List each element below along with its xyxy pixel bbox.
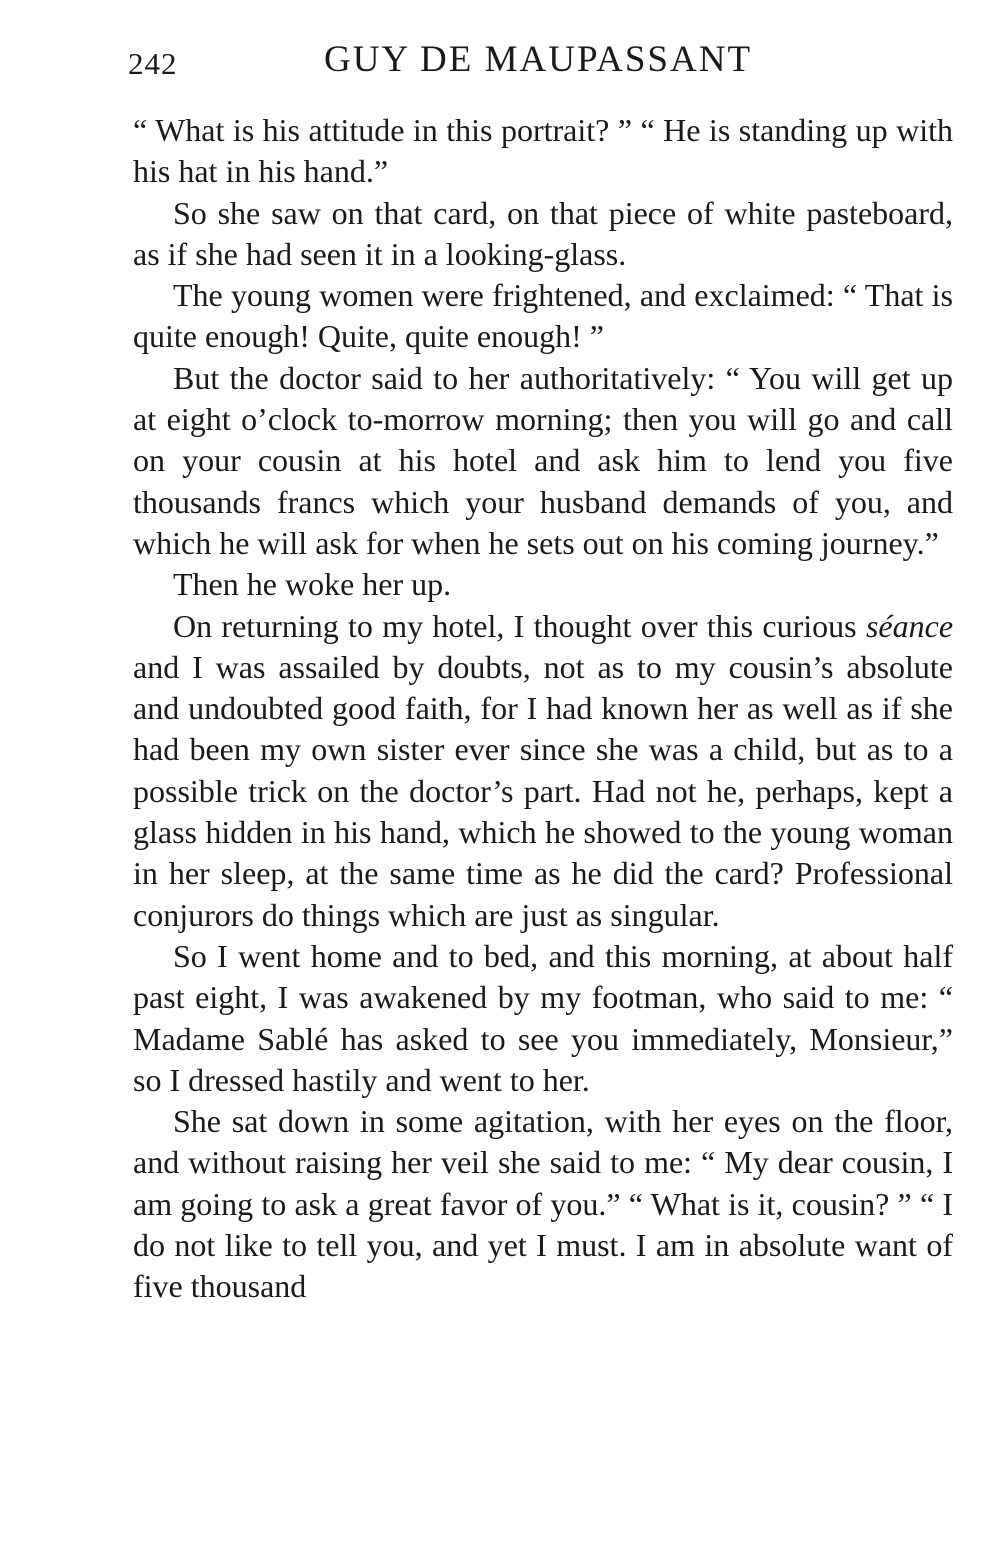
italic-seance: séance <box>865 607 954 644</box>
paragraph-2: So she saw on that card, on that piece of white pasteboard, as if she had seen it in a looking-glass. <box>133 194 953 272</box>
paragraph-8: She sat down in some agitation, with her eyes on the floor, and without raising her veil she said to me: “ My dear cousin, I am going to ask a great favor of you.” “ What is it, cousin? ” “ I do not like to tell you, and yet I must. I am in absolute want of five thousand <box>133 1103 953 1305</box>
running-title: GUY DE MAUPASSANT <box>324 39 753 80</box>
paragraph-1: “ What is his attitude in this portrait? ” “ He is standing up with his hat in his hand.” <box>133 112 953 190</box>
paragraph-6 <box>133 606 953 936</box>
paragraph-6-start: On returning to my hotel, I thought over this curious <box>173 607 857 644</box>
paragraph-7: So I went home and to bed, and this morning, at about half past eight, I was awakened by my footman, who said to me: “ Madame Sablé has asked to see you immediately, Monsieur,” so I dressed hastily and went to her. <box>133 937 953 1098</box>
paragraph-4: But the doctor said to her authoritatively: “ You will get up at eight o’clock to-morrow morning; then you will go and call on your cousin at his hotel and ask him to lend you five thousands francs which your husband demands of you, and which he will ask for when he sets out on his coming journey.” <box>133 359 953 561</box>
paragraph-3: The young women were frightened, and exclaimed: “ That is quite enough! Quite, quite enough! ” <box>133 277 953 355</box>
running-head <box>128 38 768 88</box>
paragraph-5: Then he woke her up. <box>173 566 452 603</box>
body-text <box>133 110 953 1308</box>
paragraph-6-end: and I was assailed by doubts, not as to my cousin’s absolute and undoubted good faith, for I had known her as well as if she had been my own sister ever since she was a child, but as to a possible trick on the doctor’s part. Had not he, perhaps, kept a glass hidden in his hand, which he showed to the young woman in her sleep, at the same time as he did the card? Professional conjurors do things which are just as singular. <box>133 648 953 933</box>
page-number: 242 <box>128 46 178 81</box>
